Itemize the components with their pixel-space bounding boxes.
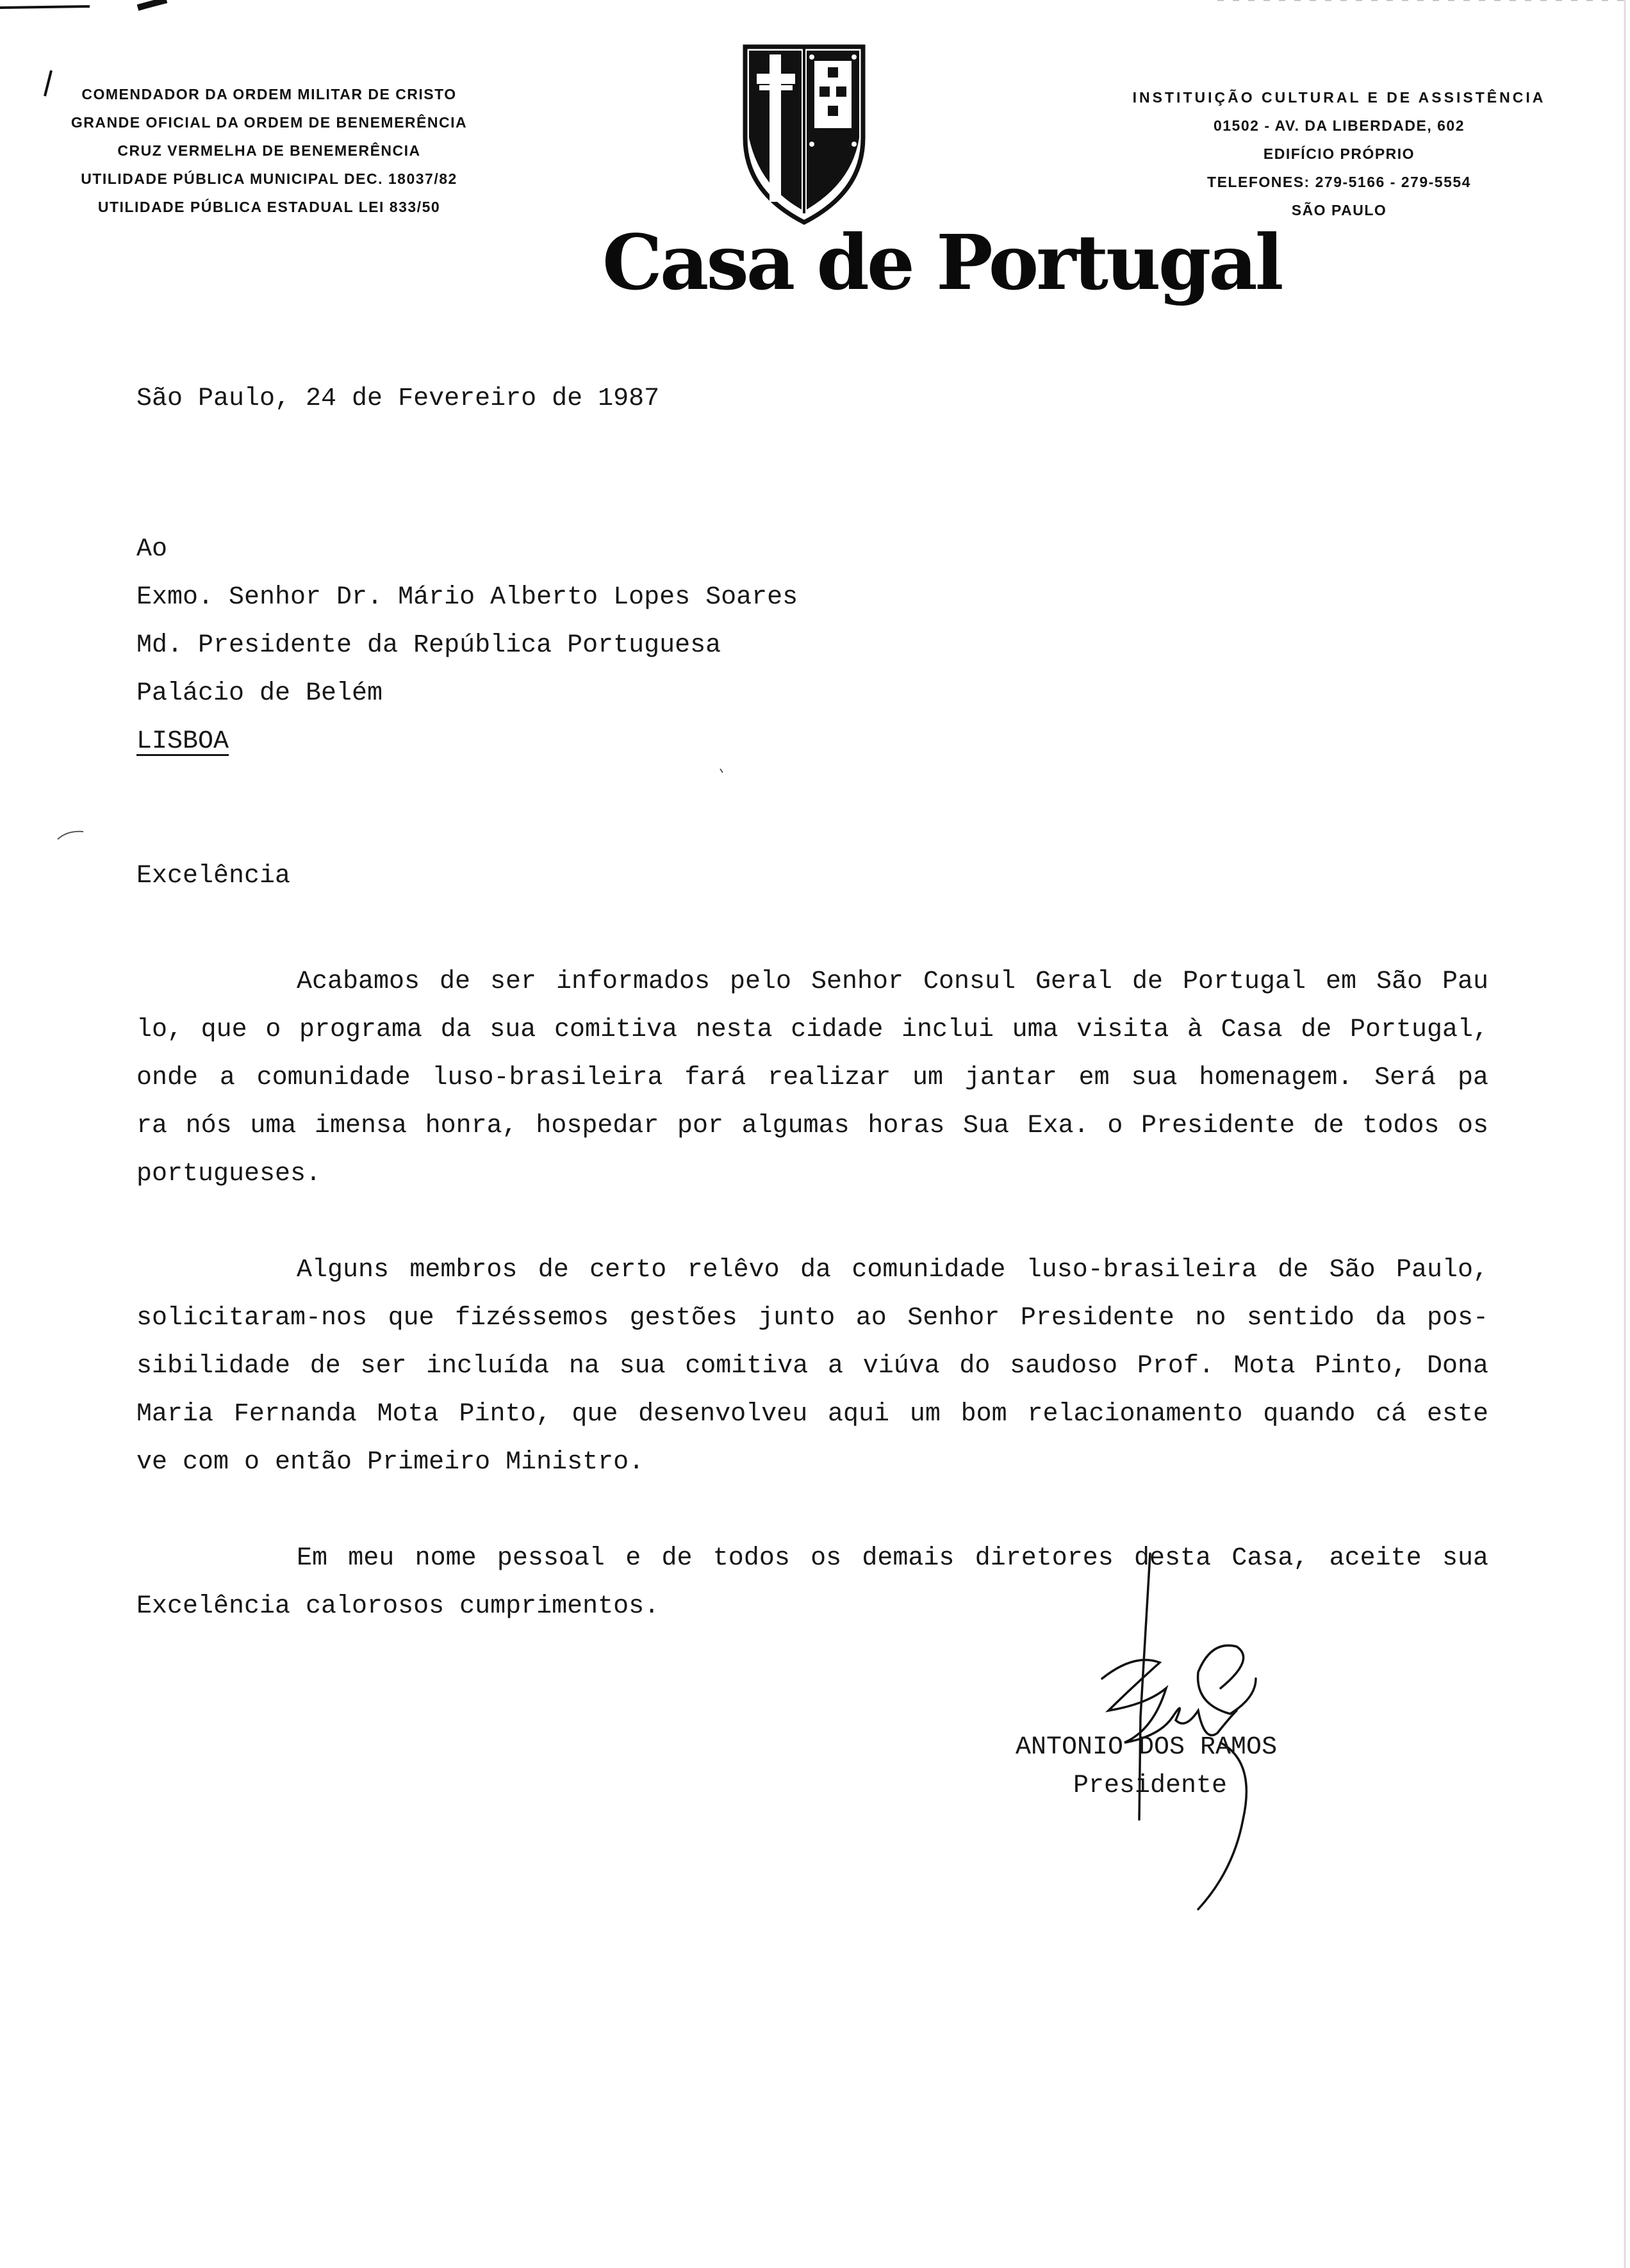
paragraph-line: Excelência calorosos cumprimentos. <box>136 1592 660 1621</box>
letterhead-honor-line: CRUZ VERMELHA DE BENEMERÊNCIA <box>117 142 421 159</box>
letterhead-info-line: 01502 - AV. DA LIBERDADE, 602 <box>1213 117 1465 134</box>
letterhead-info-line: EDIFÍCIO PRÓPRIO <box>1263 145 1415 162</box>
letterhead-honor-line: GRANDE OFICIAL DA ORDEM DE BENEMERÊNCIA <box>70 114 468 131</box>
letter-greeting: Excelência <box>136 862 291 891</box>
casa-de-portugal-wordmark: Casa de Portugal <box>602 218 1281 307</box>
letterhead-institution <box>1089 83 1589 224</box>
paragraph-line: portugueses. <box>136 1160 322 1188</box>
recipient-to: Ao <box>136 535 168 564</box>
paragraph-line: solicitaram-nos que fizéssemos gestões junto ao Senhor Presidente no sentido da pos- <box>136 1304 1488 1333</box>
recipient-title: Md. Presidente da República Portuguesa <box>136 631 721 660</box>
recipient-name: Exmo. Senhor Dr. Mário Alberto Lopes Soares <box>136 583 798 612</box>
shield-cross-emblem-icon <box>740 42 868 227</box>
letter-paragraph-1 <box>136 958 1488 1198</box>
letter-date: São Paulo, 24 de Fevereiro de 1987 <box>136 384 660 413</box>
paragraph-line: Acabamos de ser informados pelo Senhor Consul Geral de Portugal em São Pau <box>297 967 1488 996</box>
letterhead-info-line: SÃO PAULO <box>1291 202 1387 218</box>
paragraph-line: sibilidade de ser incluída na sua comitiva a viúva do saudoso Prof. Mota Pinto, Dona <box>136 1352 1488 1381</box>
letterhead-honor-line: UTILIDADE PÚBLICA MUNICIPAL DEC. 18037/82 <box>81 170 457 187</box>
signer-name: ANTONIO DOS RAMOS <box>1016 1733 1278 1762</box>
letterhead-honors <box>26 80 513 221</box>
paragraph-line: ra nós uma imensa honra, hospedar por algumas horas Sua Exa. o Presidente de todos os <box>136 1112 1488 1140</box>
paragraph-line: onde a comunidade luso-brasileira fará realizar um jantar em sua homenagem. Será pa <box>136 1064 1488 1092</box>
letter-paragraph-2 <box>136 1246 1488 1486</box>
letterhead-info-line: INSTITUIÇÃO CULTURAL E DE ASSISTÊNCIA <box>1132 89 1546 106</box>
letterhead-honor-line: COMENDADOR DA ORDEM MILITAR DE CRISTO <box>81 86 457 103</box>
recipient-place: Palácio de Belém <box>136 679 383 708</box>
letterhead-info-line: TELEFONES: 279-5166 - 279-5554 <box>1207 174 1471 190</box>
signer-title: Presidente <box>1073 1771 1228 1800</box>
paragraph-line: Em meu nome pessoal e de todos os demais diretores desta Casa, aceite sua <box>297 1544 1488 1573</box>
paragraph-line: Alguns membros de certo relêvo da comunidade luso-brasileira de São Paulo, <box>297 1256 1488 1285</box>
paragraph-line: lo, que o programa da sua comitiva nesta cidade inclui uma visita à Casa de Portugal, <box>136 1015 1488 1044</box>
recipient-city: LISBOA <box>136 727 229 756</box>
letterhead-honor-line: UTILIDADE PÚBLICA ESTADUAL LEI 833/50 <box>97 199 441 215</box>
paragraph-line: Maria Fernanda Mota Pinto, que desenvolveu aqui um bom relacionamento quando cá este <box>136 1400 1488 1429</box>
paragraph-line: ve com o então Primeiro Ministro. <box>136 1448 645 1477</box>
recipient-block <box>136 525 798 766</box>
